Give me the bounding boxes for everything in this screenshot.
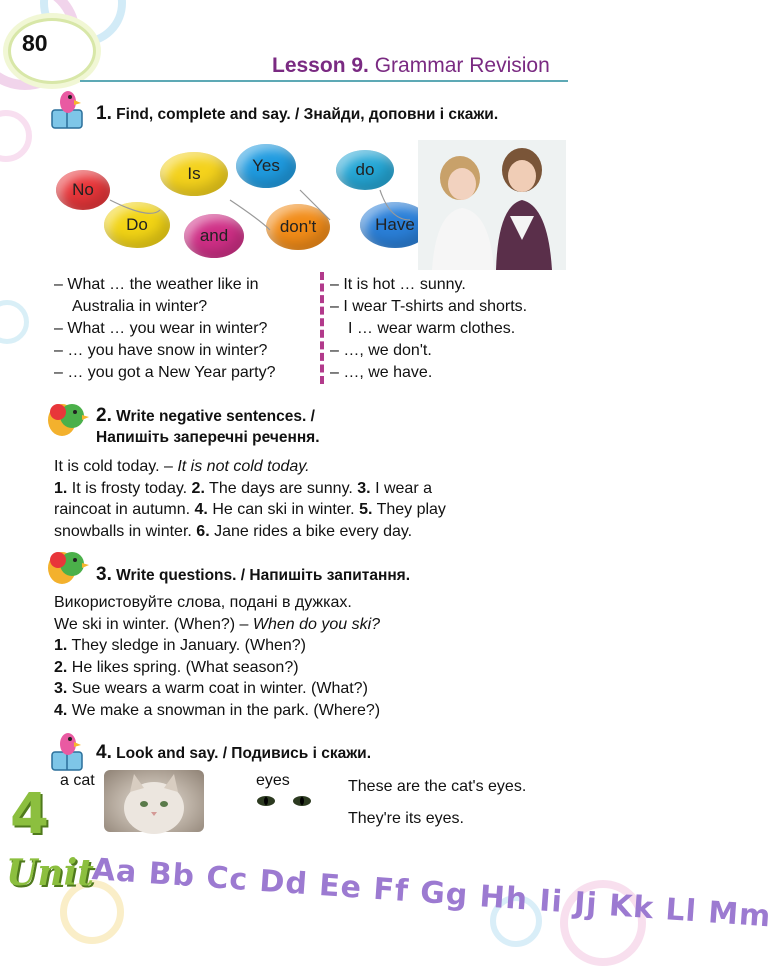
task4-instruction: Look and say. / Подивись і скажи.	[116, 745, 372, 762]
lesson-label: Lesson 9.	[272, 54, 369, 77]
task3-instruction: Write questions. / Напишіть запитання.	[116, 567, 411, 584]
balloon-no: No	[56, 170, 110, 210]
task3-item: 2. He likes spring. (What season?)	[54, 658, 299, 676]
task2-line: 1. It is frosty today. 2. The days are sunny. 3. I wear a	[54, 479, 432, 497]
parrot-colourful-icon	[44, 398, 90, 442]
decor-circle	[0, 300, 29, 344]
task2-instruction-ua: Напишіть заперечні речення.	[96, 429, 320, 446]
dialog-right-line: – …, we don't.	[330, 342, 432, 359]
lesson-title	[272, 54, 550, 78]
balloon-is: Is	[160, 152, 228, 196]
task3-body	[54, 592, 380, 721]
parrot-colourful-icon	[44, 546, 90, 590]
task3-item: 1. They sledge in January. (When?)	[54, 637, 306, 654]
balloon-have: Have	[360, 202, 430, 248]
dialog-left-line: – What … you wear in winter?	[54, 320, 268, 337]
dialog-right	[330, 274, 527, 384]
task1-instruction: Find, complete and say. / Знайди, доповни і скажи.	[116, 106, 499, 123]
dialog-left	[54, 274, 275, 384]
task3-item: 4. We make a snowman in the park. (Where?)	[54, 701, 381, 719]
girls-photo	[418, 140, 566, 270]
decor-circle	[0, 110, 32, 162]
label-eyes: eyes	[256, 772, 290, 789]
unit-word: Unit	[6, 852, 94, 894]
task2-heading: 2. Write negative sentences. / Напишіть заперечні речення.	[96, 405, 320, 446]
dialog-right-line: – I wear T-shirts and shorts.	[330, 298, 528, 315]
task3-note: Використовуйте слова, подані в дужках.	[54, 594, 352, 611]
header-rule	[80, 80, 568, 82]
task2-example: It is cold today. – It is not cold today.	[54, 458, 310, 475]
balloon-do-upper: Do	[104, 202, 170, 248]
task2-line: snowballs in winter. 6. Jane rides a bike every day.	[54, 522, 413, 540]
task2-instruction-en: Write negative sentences. /	[116, 408, 315, 425]
dialog-left-line: – What … the weather like in	[54, 276, 259, 293]
lesson-name: Grammar Revision	[374, 54, 550, 77]
parrot-reading-icon	[48, 88, 88, 134]
page-number: 80	[22, 30, 48, 56]
balloon-strings	[90, 180, 430, 240]
task3-item: 3. Sue wears a warm coat in winter. (What?)	[54, 680, 368, 697]
alphabet-strip: Aa Bb Cc Dd Ee Ff Gg Hh Ii Jj Kk Ll Mm	[90, 852, 772, 935]
task2-body	[54, 456, 446, 542]
dialog-left-line: – … you have snow in winter?	[54, 342, 268, 359]
task4-sentence-2: They're its eyes.	[348, 810, 464, 827]
task3-heading: 3. Write questions. / Напишіть запитання.	[96, 564, 411, 585]
balloon-do-lower: do	[336, 150, 394, 190]
task3-example: We ski in winter. (When?) – When do you ski?	[54, 615, 381, 633]
balloon-and: and	[184, 214, 244, 258]
task1-heading: 1. Find, complete and say. / Знайди, доповни і скажи.	[96, 103, 499, 124]
dialog-left-line: Australia in winter?	[72, 298, 208, 315]
balloon-yes: Yes	[236, 144, 296, 188]
task4-sentence-1: These are the cat's eyes.	[348, 778, 527, 795]
dialog-right-line: I … wear warm clothes.	[348, 320, 516, 337]
dialog-right-line: – …, we have.	[330, 364, 433, 381]
dialog-left-line: – … you got a New Year party?	[54, 364, 276, 381]
cat-photo	[104, 770, 204, 832]
label-a-cat: a cat	[60, 772, 95, 789]
cat-eyes-image	[256, 794, 312, 808]
balloon-dont: don't	[266, 204, 330, 250]
task4-heading: 4. Look and say. / Подивись і скажи.	[96, 742, 372, 763]
dialog-divider	[320, 272, 324, 384]
dialog-right-line: – It is hot … sunny.	[330, 276, 466, 293]
task2-line: raincoat in autumn. 4. He can ski in winter. 5. They play	[54, 501, 446, 518]
unit-number: 4	[10, 782, 49, 847]
